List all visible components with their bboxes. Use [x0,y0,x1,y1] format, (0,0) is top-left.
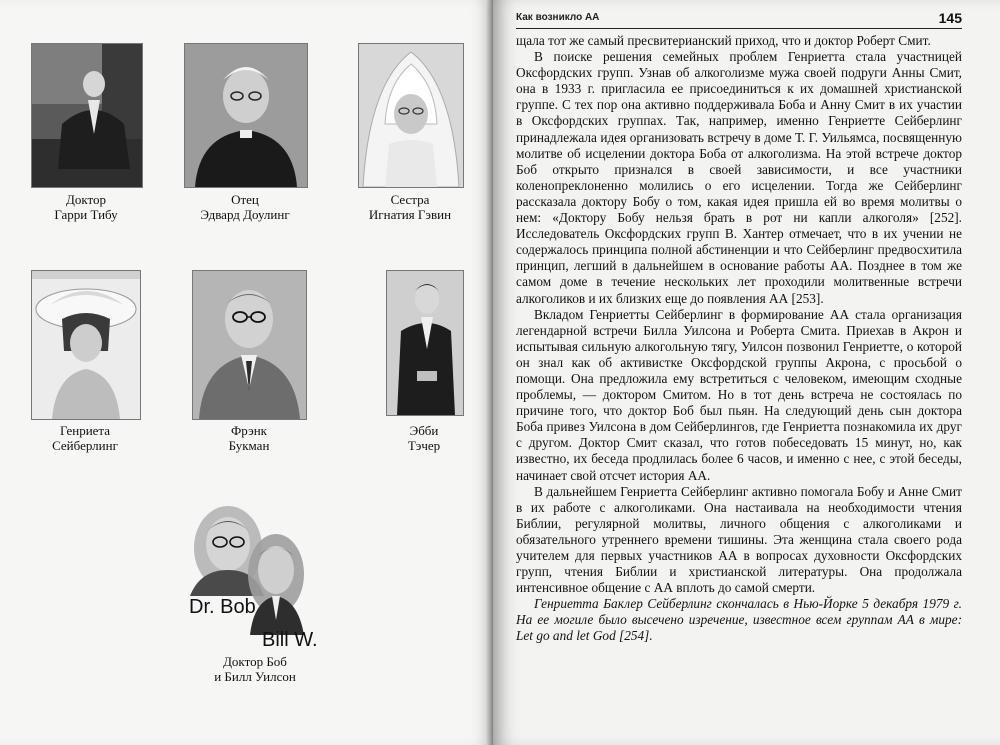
portrait-image [185,44,307,187]
photo-ebby-thacher [386,270,464,416]
caption-line2: Тэчер [407,438,441,453]
photo-ignatia-gavin [358,43,464,188]
caption-line1: Отец [231,192,259,207]
page-number: 145 [938,10,962,26]
portrait-image [32,44,142,187]
body-text [516,33,962,645]
caption-line2: и Билл Уилсон [214,669,296,684]
bill-w-face [258,546,294,594]
paragraph: Вкладом Генриетты Сейберлинг в формирование АА стала организация легендарной встречи Билла Уилсона и Роберта Смита. Приехав в Акрон и испытывая сильную алкогольную тягу, Уилсон позвонил Генриетте, о которой он знал как об активистке Оксфордской группы Акрона, с просьбой о помощи. Она предложила ему встретиться с человеком, имеющим сходные проблемы, — доктором Смитом. Но в тот день встреча не состоялась по причине того, что доктор Боб был пьян. На следующий день сын доктора Боба привез Уилсона в дом Сейберлингов, где Генриетта познакомила их друг с другом. Доктор Смит сказал, что готов побеседовать 15 минут, но, как известно, их беседа продлилась более 6 часов, и именно с нее, с этой беседы, начинает свой отсчет история АА. [516,306,962,483]
caption-line1: Доктор [65,192,107,207]
label-bill-w: Bill W. [262,629,318,651]
portrait-image [387,271,463,415]
caption-frank-buchman [174,423,324,453]
caption-dr-bob-bill-w [180,654,330,684]
photo-henrietta-seiberling [31,270,141,420]
photo-frank-buchman [192,270,307,420]
caption-henrietta-seiberling [10,423,160,453]
portrait-image [193,271,306,419]
caption-line2: Гарри Тибу [54,207,118,222]
caption-edward-dowling [170,192,320,222]
photo-edward-dowling [184,43,308,188]
photo-harry-tiebout [31,43,143,188]
caption-line1: Доктор Боб [223,654,287,669]
running-title: Как возникло АА [516,12,600,23]
paragraph: щала тот же самый пресвитерианский приход, что и доктор Роберт Смит. [516,33,931,48]
caption-line2: Букман [228,438,270,453]
caption-line2: Эдвард Доулинг [200,207,290,222]
paragraph: В поиске решения семейных проблем Генриетта стала участницей Оксфордских групп. Узнав об алкоголизме мужа своей подруги Анны Смит, она в 1933 г. пригласила ее присоединиться к их домашней христианской группе. С тех пор она активно поддерживала Боба и Анну Смит в их участии в Оксфордских группах. Так, например, именно Генриетте Сейберлинг принадлежала идея организовать встречу в доме Т. Г. Уильямса, посвященную молитве об исцелении доктора Боба от алкоголизма. На этой встрече доктор Боб открыто признался в своей зависимости, и все участники коленопреклоненно молились о его исцелении. Тогда же Сейберлинг рассказала доктору Бобу о том, какая идея пришла ей во время молитвы о нем: «Доктору Бобу нельзя брать в рот ни капли алкоголя» [252]. Исследователь Оксфордских групп В. Хантер отмечает, что в их учении не содержалось принципа полной абстиненции и что Сейберлинг предвосхитила принцип, легший в дальнейшем в основание работы АА. Позднее в том же самом доме в течение нескольких лет проходили молитвенные встречи алкоголиков и их близких еще до появления АА [253]. [516,49,962,306]
caption-ebby-thacher [349,423,492,453]
caption-line1: Генриета [59,423,111,438]
caption-line1: Сестра [390,192,430,207]
paragraph: В дальнейшем Генриетта Сейберлинг активно помогала Бобу и Анне Смит в их работе с алкоголиками. Она настаивала на необходимости чтения Библии, регулярной молитвы, личного общения с алкоголиками и обязательного утреннего времени тишины. Эта женщина стала своего рода учителем для первых участников АА в вопросах духовности Оксфордских групп, чтения Библии и христианской литературы. Она продолжала интенсивное общение с АА вплоть до самой смерти. [516,483,962,596]
caption-line1: Фрэнк [231,423,267,438]
left-page [0,0,492,745]
caption-line1: Эбби [409,423,439,438]
caption-harry-tiebout [11,192,161,222]
caption-ignatia-gavin [335,192,485,222]
portrait-image [359,44,463,187]
running-header [516,10,962,29]
portrait-image [32,271,140,419]
caption-line2: Сейберлинг [52,438,118,453]
paragraph-italic: Генриетта Баклер Сейберлинг скончалась в Нью-Йорке 5 декабря 1979 г. На ее могиле было высечено изречение, известное всем группам АА в мире: Let go and let God [254]. [516,596,962,644]
label-dr-bob: Dr. Bob [189,596,256,618]
caption-line2: Игнатия Гэвин [368,207,452,222]
